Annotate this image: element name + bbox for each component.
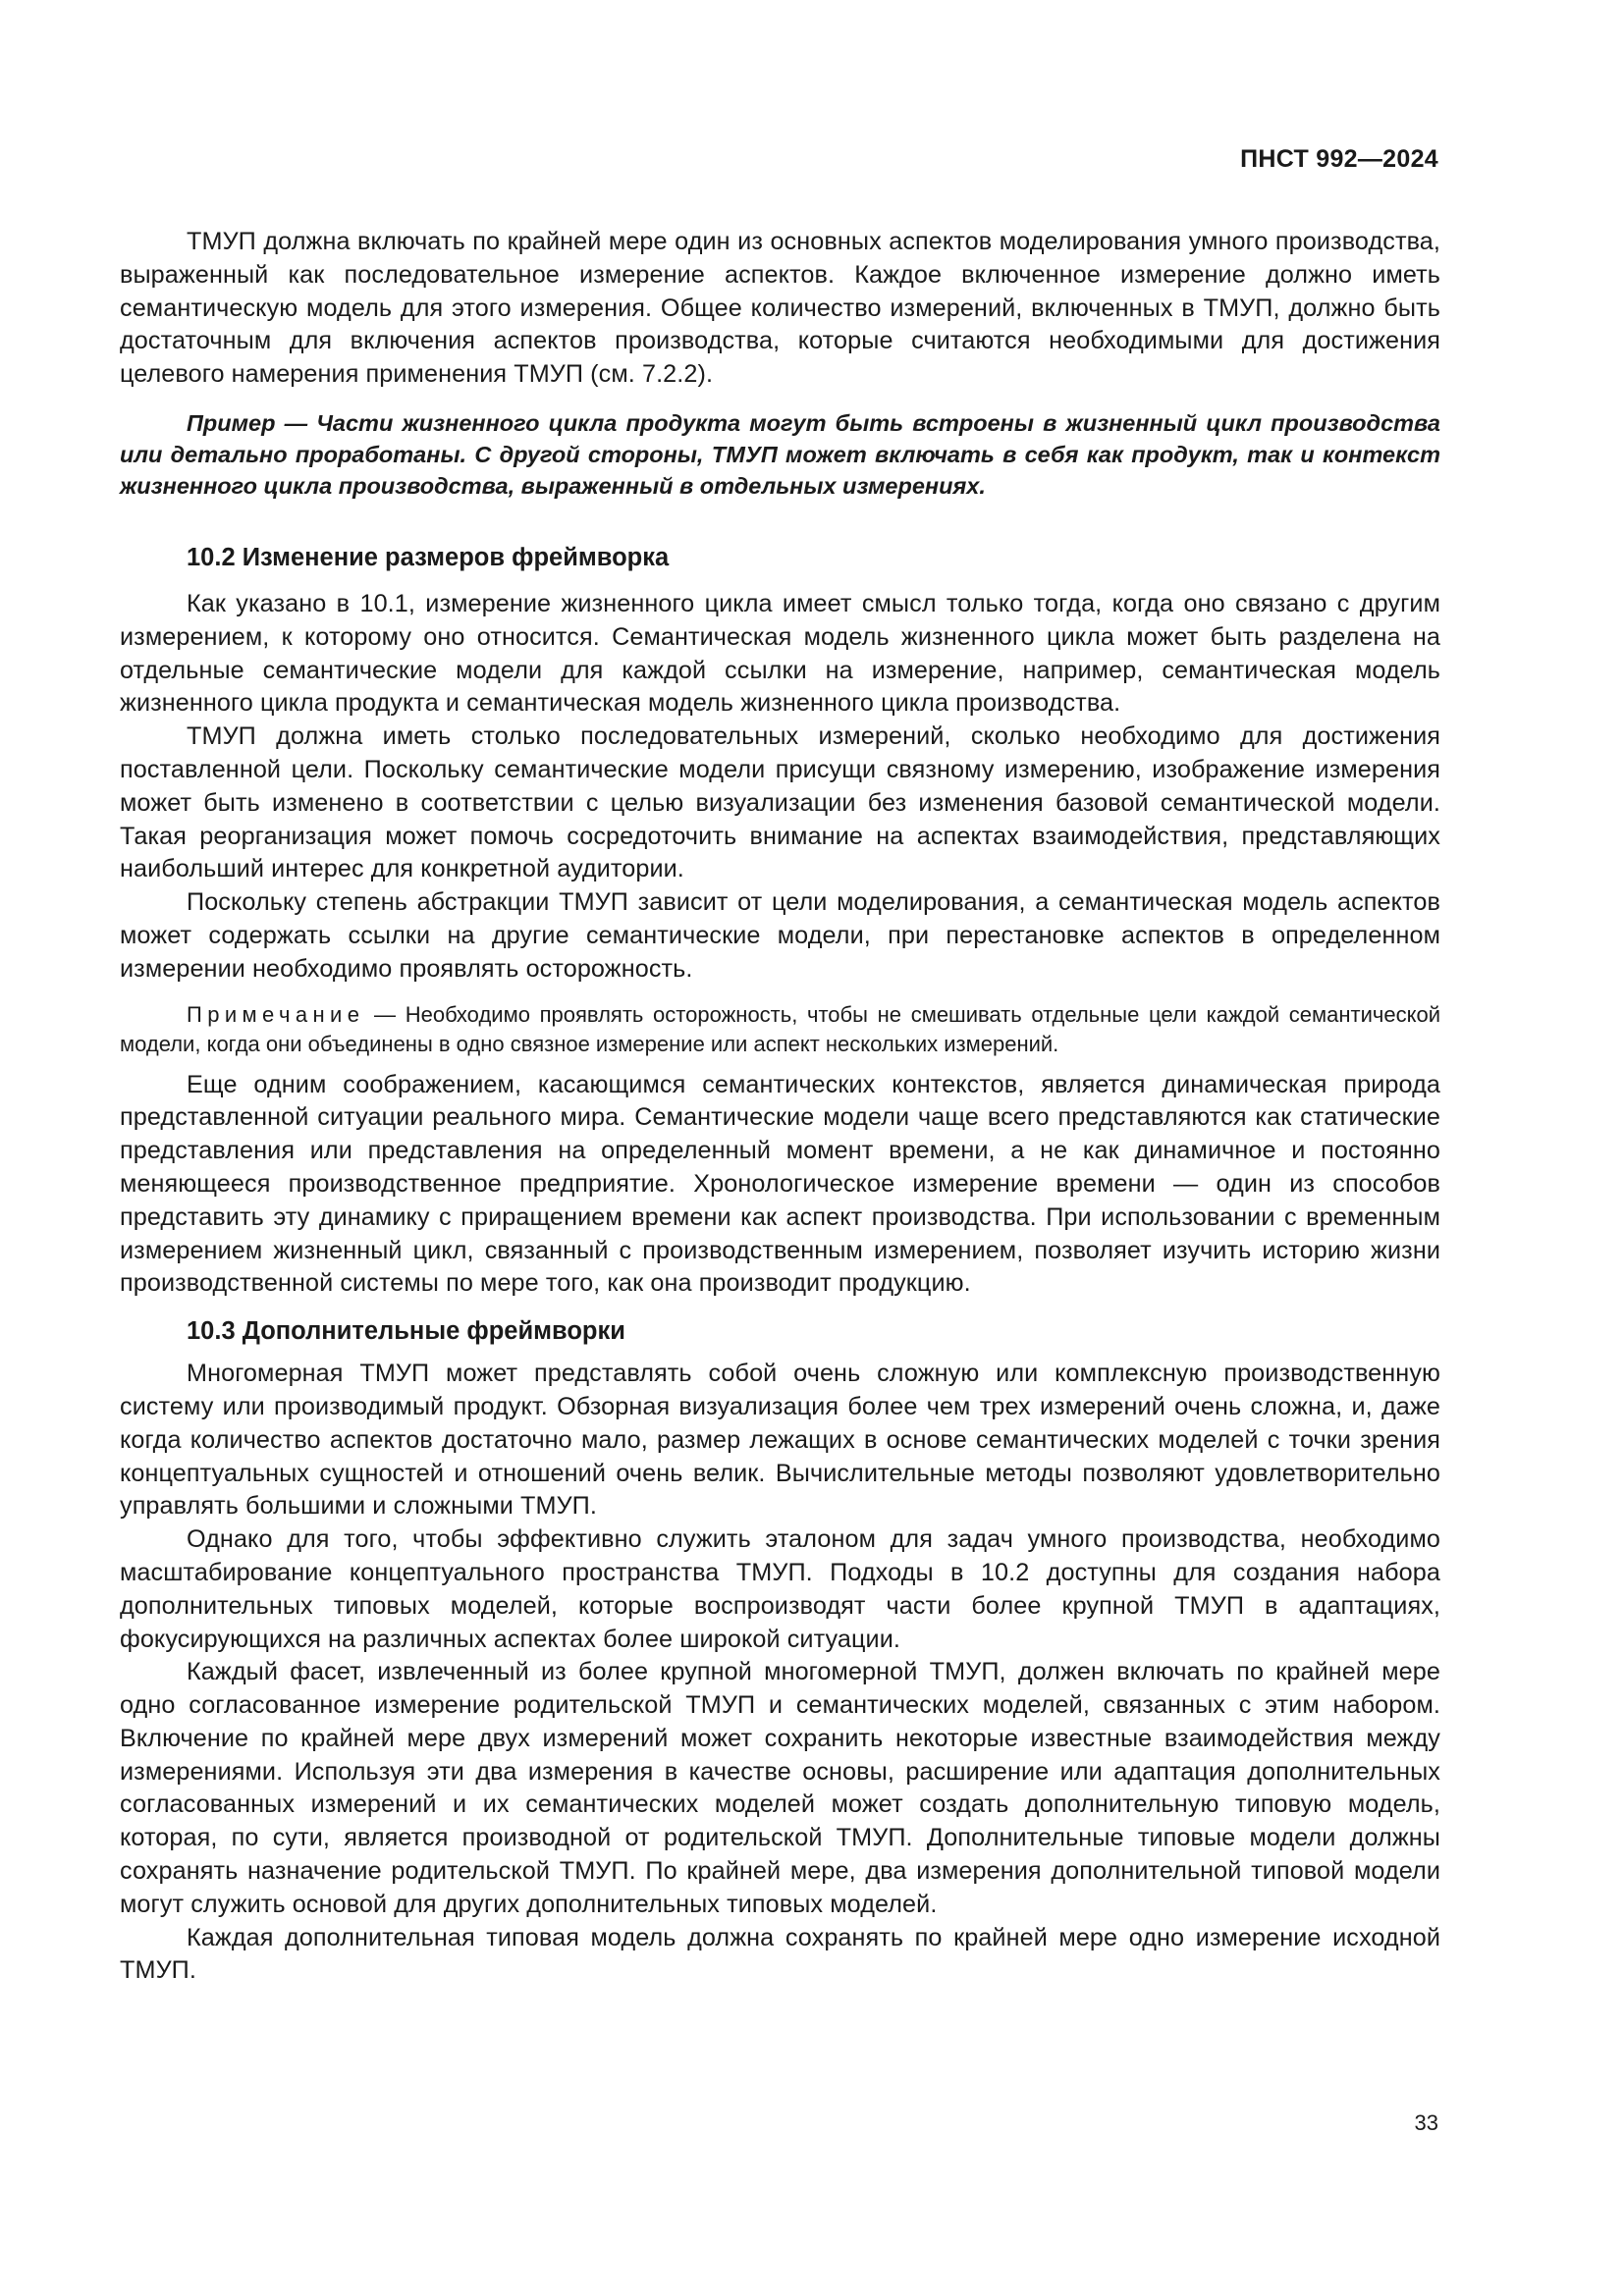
paragraph-10-3-1: Многомерная ТМУП может представлять собой очень сложную или комплексную производственную систему или производимый продукт. Обзорная визуализация более чем трех измерений очень сложна, и, даже когда количество аспектов достаточно мало, размер лежащих в основе семантических моделей с точки зрения концептуальных сущностей и отношений очень велик. Вычислительные методы позволяют удовлетворительно управлять большими и сложными ТМУП.	[120, 1360, 1440, 1521]
document-id-header: ПНСТ 992—2024	[1240, 145, 1438, 173]
page-number: 33	[1414, 2110, 1438, 2135]
note-text: — Необходимо проявлять осторожность, чтобы не смешивать отдельные цели каждой семантической модели, когда они объединены в одно связное измерение или аспект нескольких измерений.	[120, 1001, 1440, 1056]
paragraph-10-2-4: Еще одним соображением, касающимся семантических контекстов, является динамическая природа представленной ситуации реального мира. Семантические модели чаще всего представляются как статические представления или представления на определенный момент времени, а не как динамичное и постоянно меняющееся производственное предприятие. Хронологическое измерение времени — один из способов представить эту динамику с приращением времени как аспект производства. При использовании с временным измерением жизненный цикл, связанный с производственным измерением, позволяет изучить историю жизни производственной системы по мере того, как она производит продукцию.	[120, 1070, 1440, 1298]
note-label: Примечание	[187, 1001, 365, 1027]
paragraph-10-2-1: Как указано в 10.1, измерение жизненного цикла имеет смысл только тогда, когда оно связано с другим измерением, к которому оно относится. Семантическая модель жизненного цикла может быть разделена на отдельные семантические модели для каждой ссылки на измерение, например, семантическая модель жизненного цикла продукта и семантическая модель жизненного цикла производства.	[120, 589, 1440, 718]
section-heading-10-3: 10.3 Дополнительные фреймворки	[187, 1317, 625, 1346]
note-block	[120, 1000, 1440, 1059]
example-note: Пример — Части жизненного цикла продукта могут быть встроены в жизненный цикл производства или детально проработаны. С другой стороны, ТМУП может включать в себя как продукт, так и контекст жизненного цикла производства, выраженный в отдельных измерениях.	[120, 409, 1440, 499]
section-heading-10-2: 10.2 Изменение размеров фреймворка	[187, 543, 670, 571]
paragraph-10-3-4: Каждая дополнительная типовая модель должна сохранять по крайней мере одно измерение исходной ТМУП.	[120, 1923, 1440, 1985]
paragraph-10-2-3: Поскольку степень абстракции ТМУП зависит от цели моделирования, а семантическая модель аспектов может содержать ссылки на другие семантические модели, при перестановке аспектов в определенном измерении необходимо проявлять осторожность.	[120, 888, 1440, 983]
paragraph-10-2-2: ТМУП должна иметь столько последовательных измерений, сколько необходимо для достижения поставленной цели. Поскольку семантические модели присущи связному измерению, изображение измерения может быть изменено в соответствии с целью визуализации без изменения базовой семантической модели. Такая реорганизация может помочь сосредоточить внимание на аспектах взаимодействия, представляющих наибольший интерес для конкретной аудитории.	[120, 722, 1440, 883]
paragraph-10-3-2: Однако для того, чтобы эффективно служить эталоном для задач умного производства, необходимо масштабирование концептуального пространства ТМУП. Подходы в 10.2 доступны для создания набора дополнительных типовых моделей, которые воспроизводят части более крупной ТМУП в адаптациях, фокусирующихся на различных аспектах более широкой ситуации.	[120, 1525, 1440, 1653]
paragraph-intro: ТМУП должна включать по крайней мере один из основных аспектов моделирования умного производства, выраженный как последовательное измерение аспектов. Каждое включенное измерение должно иметь семантическую модель для этого измерения. Общее количество измерений, включенных в ТМУП, должно быть достаточным для включения аспектов производства, которые считаются необходимыми для достижения целевого намерения применения ТМУП (см. 7.2.2).	[120, 228, 1440, 389]
paragraph-10-3-3: Каждый фасет, извлеченный из более крупной многомерной ТМУП, должен включать по крайней мере одно согласованное измерение родительской ТМУП и семантических моделей, связанных с этим набором. Включение по крайней мере двух измерений может сохранить некоторые известные взаимодействия между измерениями. Используя эти два измерения в качестве основы, расширение или адаптация дополнительных согласованных измерений и их семантических моделей может создать дополнительную типовую модель, которая, по сути, является производной от родительской ТМУП. Дополнительные типовые модели должны сохранять назначение родительской ТМУП. По крайней мере, два измерения дополнительной типовой модели могут служить основой для других дополнительных типовых моделей.	[120, 1658, 1440, 1918]
page-content	[120, 226, 1440, 1988]
